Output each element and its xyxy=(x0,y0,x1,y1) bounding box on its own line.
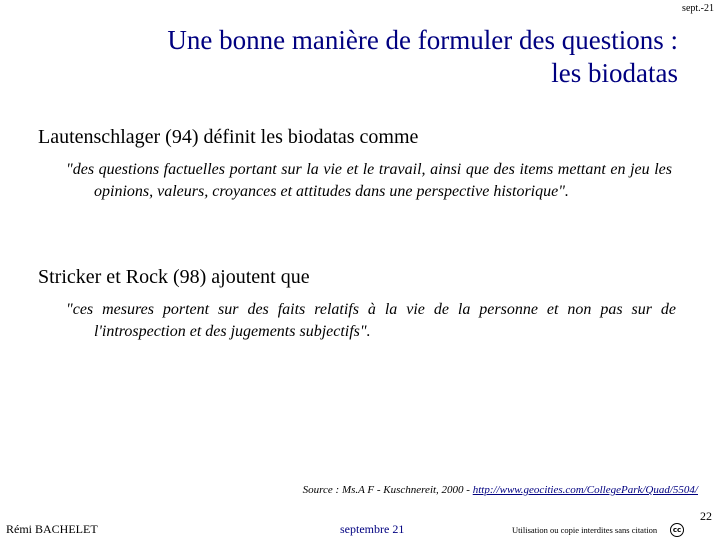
source-citation xyxy=(303,484,698,496)
slide-title xyxy=(38,24,678,90)
source-link[interactable]: http://www.geocities.com/CollegePark/Quad/5504/ xyxy=(472,484,698,496)
page-number: 22 xyxy=(700,509,712,523)
slide-title-line2: les biodatas xyxy=(551,58,678,88)
footer-author: Rémi BACHELET xyxy=(6,522,98,536)
creative-commons-icon: cc xyxy=(670,523,684,537)
footer-copyright-notice: Utilisation ou copie interdites sans citation xyxy=(512,525,658,535)
quote-lautenschlager: "des questions factuelles portant sur la vie et le travail, ainsi que des items mettant en jeu les opinions, valeurs, croyances et attitudes dans une perspective historique". xyxy=(66,161,672,200)
slide-title-line1: Une bonne manière de formuler des questions : xyxy=(167,25,678,55)
source-prefix: Source : Ms.A F - Kuschnereit, 2000 - xyxy=(302,484,473,496)
header-date: sept.-21 xyxy=(682,3,714,14)
quote-stricker-rock: "ces mesures portent sur des faits relatifs à la vie de la personne et non pas sur de l'introspection et des jugements subjectifs". xyxy=(66,301,676,340)
lead-text-lautenschlager: Lautenschlager (94) définit les biodatas comme xyxy=(38,126,419,148)
lead-text-stricker-rock: Stricker et Rock (98) ajoutent que xyxy=(38,266,310,288)
footer-date: septembre 21 xyxy=(340,522,405,536)
